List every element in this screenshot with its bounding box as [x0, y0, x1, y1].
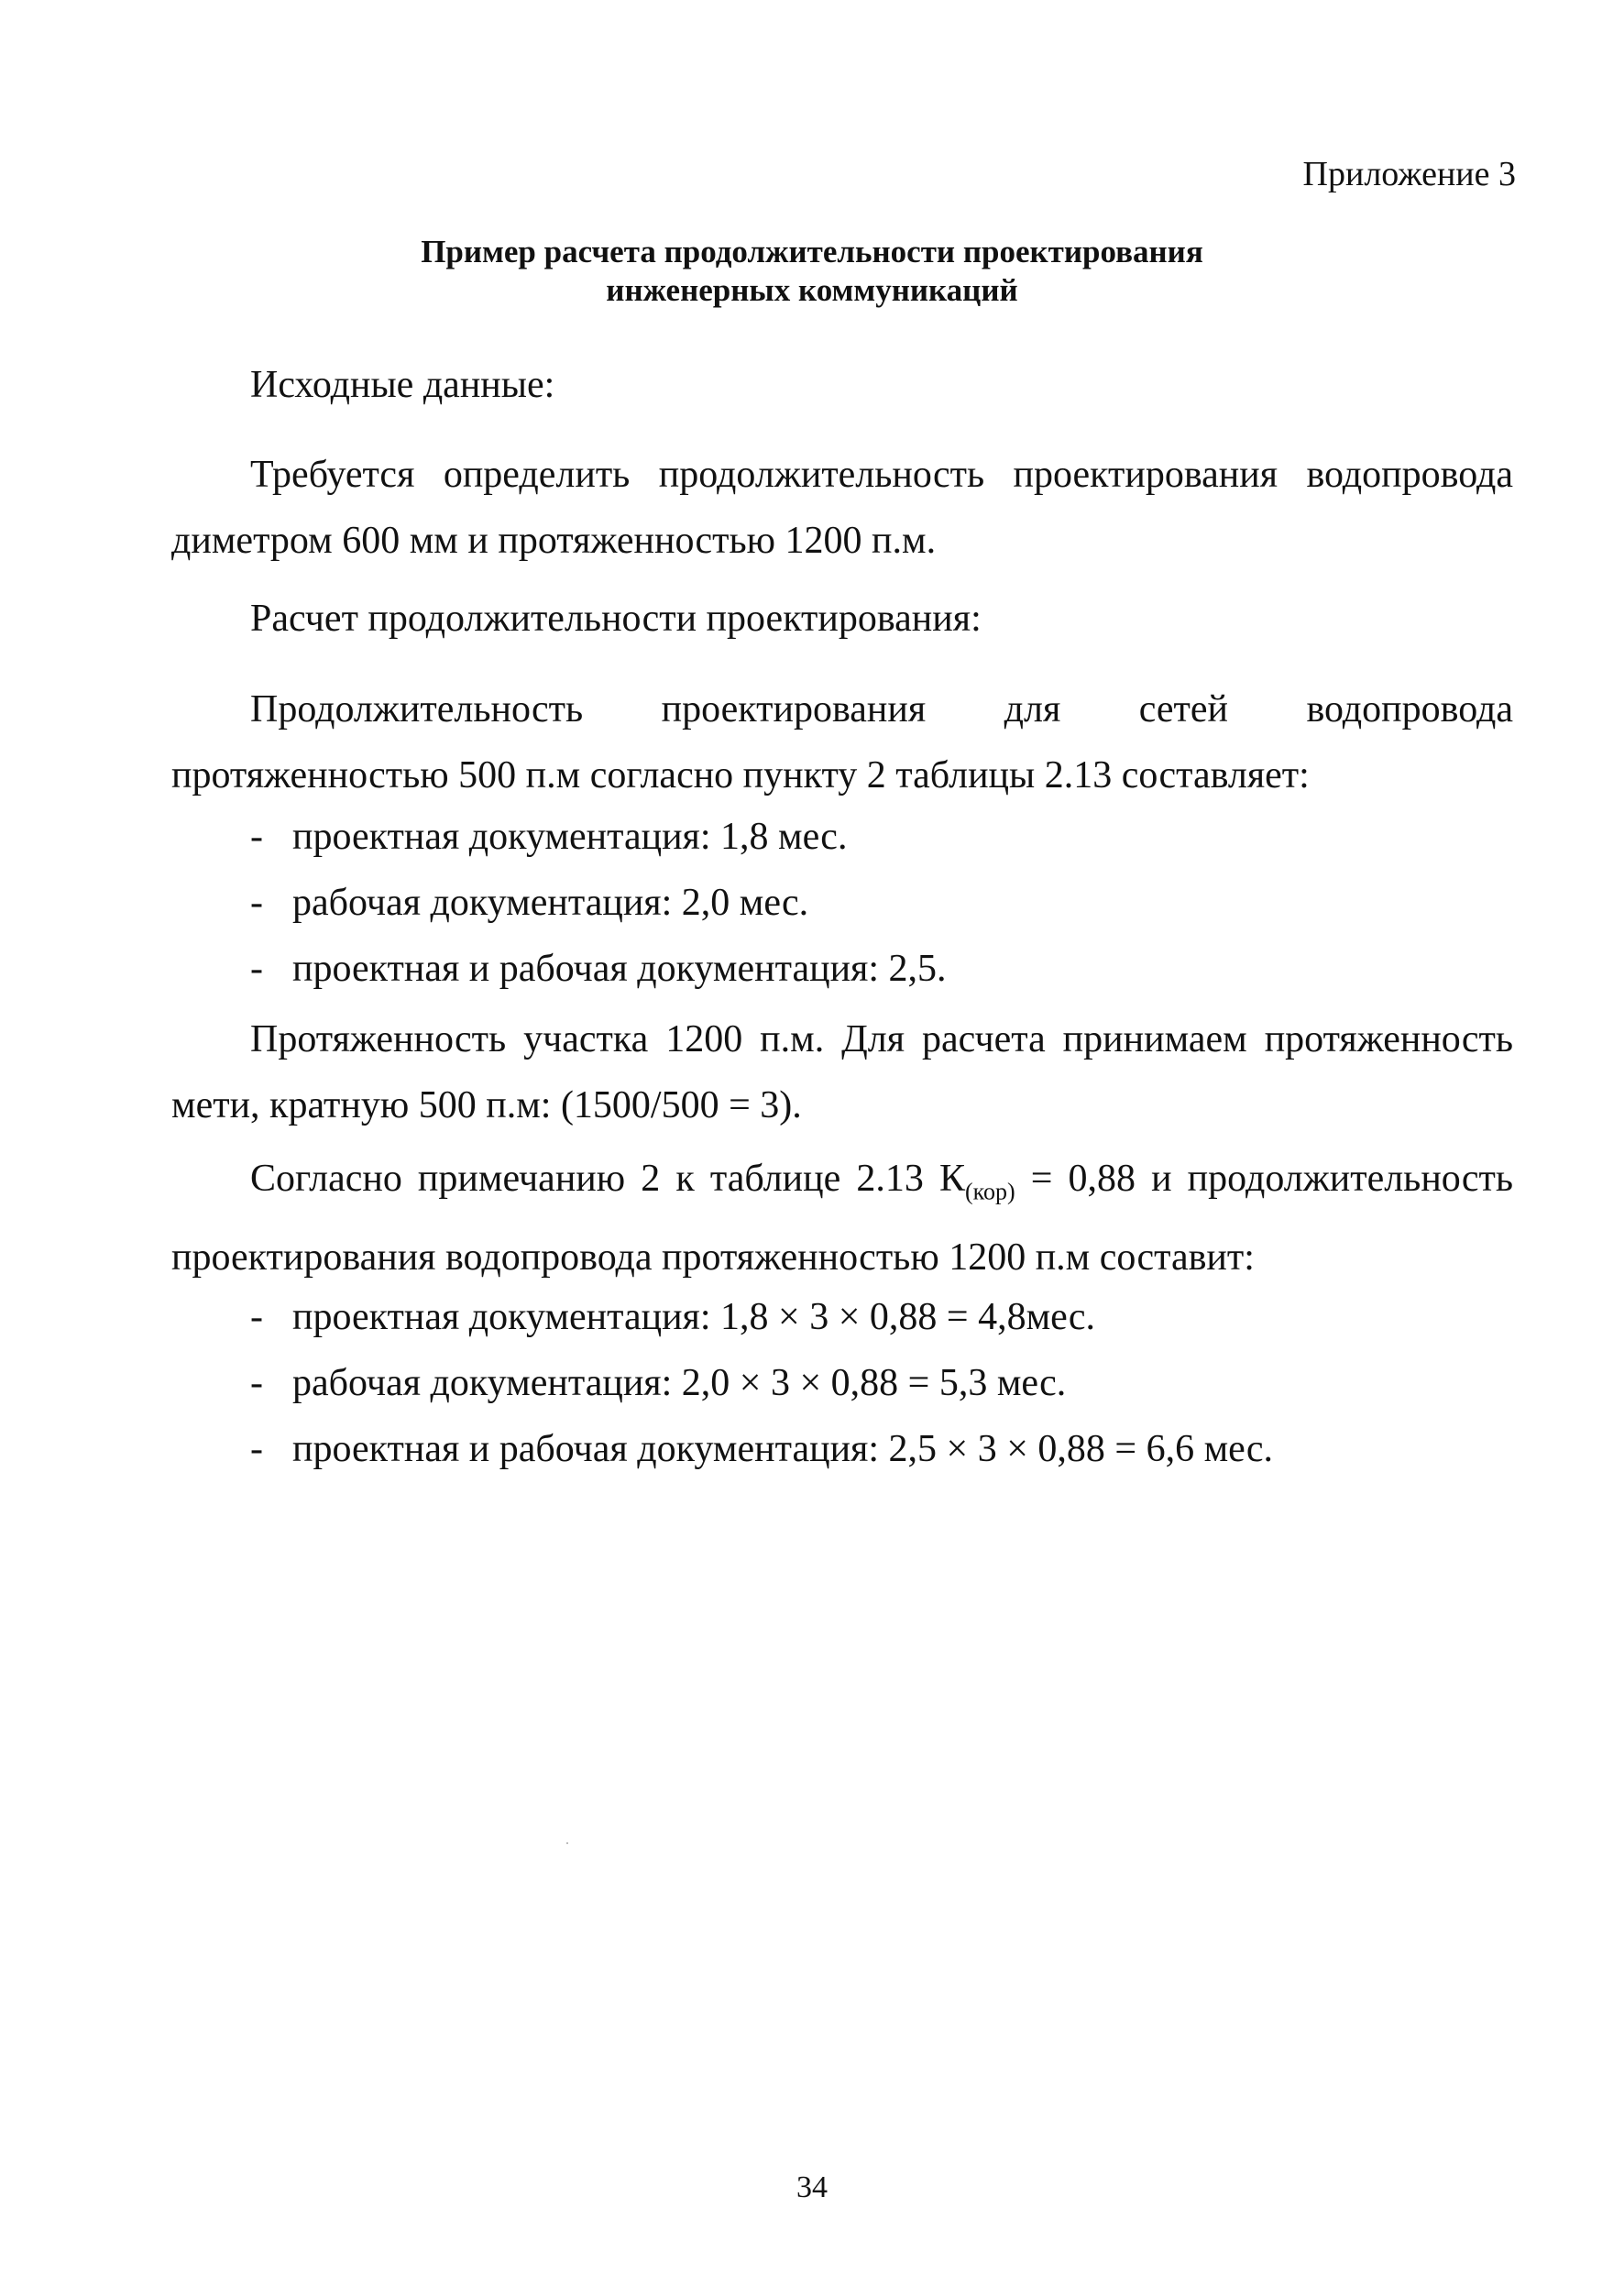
note-text-after: = 0,88 и продолжительность проектирования водопровода протяженностью 1200 п.м составит: [171, 1158, 1513, 1280]
requirement-paragraph: Требуется определить продолжительность проектирования водопровода диметром 600 мм и протяженностью 1200 п.м. [171, 454, 1513, 562]
result-list-item-combined-docs [250, 1426, 1273, 1472]
document-title-line-2: инженерных коммуникаций [606, 272, 1018, 308]
base-list-item-working-docs [250, 880, 808, 926]
scan-artifact-dot [566, 1842, 568, 1844]
list-item-text: проектная и рабочая документация: 2,5 × 3 × 0,88 = 6,6 мес. [292, 1428, 1273, 1470]
bullet-dash: - [250, 1428, 263, 1470]
bullet-dash: - [250, 1296, 263, 1338]
document-title-line-1: Пример расчета продолжительности проектирования [421, 234, 1203, 269]
bullet-dash: - [250, 948, 263, 990]
coefficient-note-paragraph [171, 1146, 1513, 1291]
coefficient-subscript: (кор) [964, 1178, 1015, 1205]
base-paragraph-block [171, 676, 1513, 808]
note-text-before: Согласно примечанию 2 к таблице 2.13 К [250, 1158, 965, 1200]
list-item-text: проектная документация: 1,8 мес. [292, 816, 848, 858]
requirement-paragraph-block [171, 442, 1513, 574]
base-list-item-combined-docs [250, 946, 947, 992]
base-list-item-design-docs [250, 814, 847, 860]
bullet-dash: - [250, 882, 263, 924]
list-item-text: рабочая документация: 2,0 мес. [292, 882, 809, 924]
result-list-item-working-docs [250, 1360, 1066, 1406]
length-paragraph: Протяженность участка 1200 п.м. Для расчета принимаем протяженность мети, кратную 500 п.м: (1500/500 = 3). [171, 1018, 1513, 1126]
bullet-dash: - [250, 816, 263, 858]
list-item-text: рабочая документация: 2,0 × 3 × 0,88 = 5,3 мес. [292, 1362, 1067, 1404]
bullet-dash: - [250, 1362, 263, 1404]
list-item-text: проектная и рабочая документация: 2,5. [292, 948, 947, 990]
page-number: 34 [796, 2170, 828, 2204]
calculation-heading: Расчет продолжительности проектирования: [250, 598, 982, 640]
result-list-item-design-docs [250, 1294, 1095, 1340]
base-duration-paragraph: Продолжительность проектирования для сетей водопровода протяженностью 500 п.м согласно пункту 2 таблицы 2.13 составляет: [171, 688, 1513, 796]
note-paragraph-block [171, 1146, 1513, 1291]
document-title [0, 233, 1624, 310]
appendix-label: Приложение 3 [1302, 155, 1516, 193]
length-paragraph-block [171, 1006, 1513, 1138]
list-item-text: проектная документация: 1,8 × 3 × 0,88 = 4,8мес. [292, 1296, 1096, 1338]
input-data-heading: Исходные данные: [250, 364, 555, 406]
